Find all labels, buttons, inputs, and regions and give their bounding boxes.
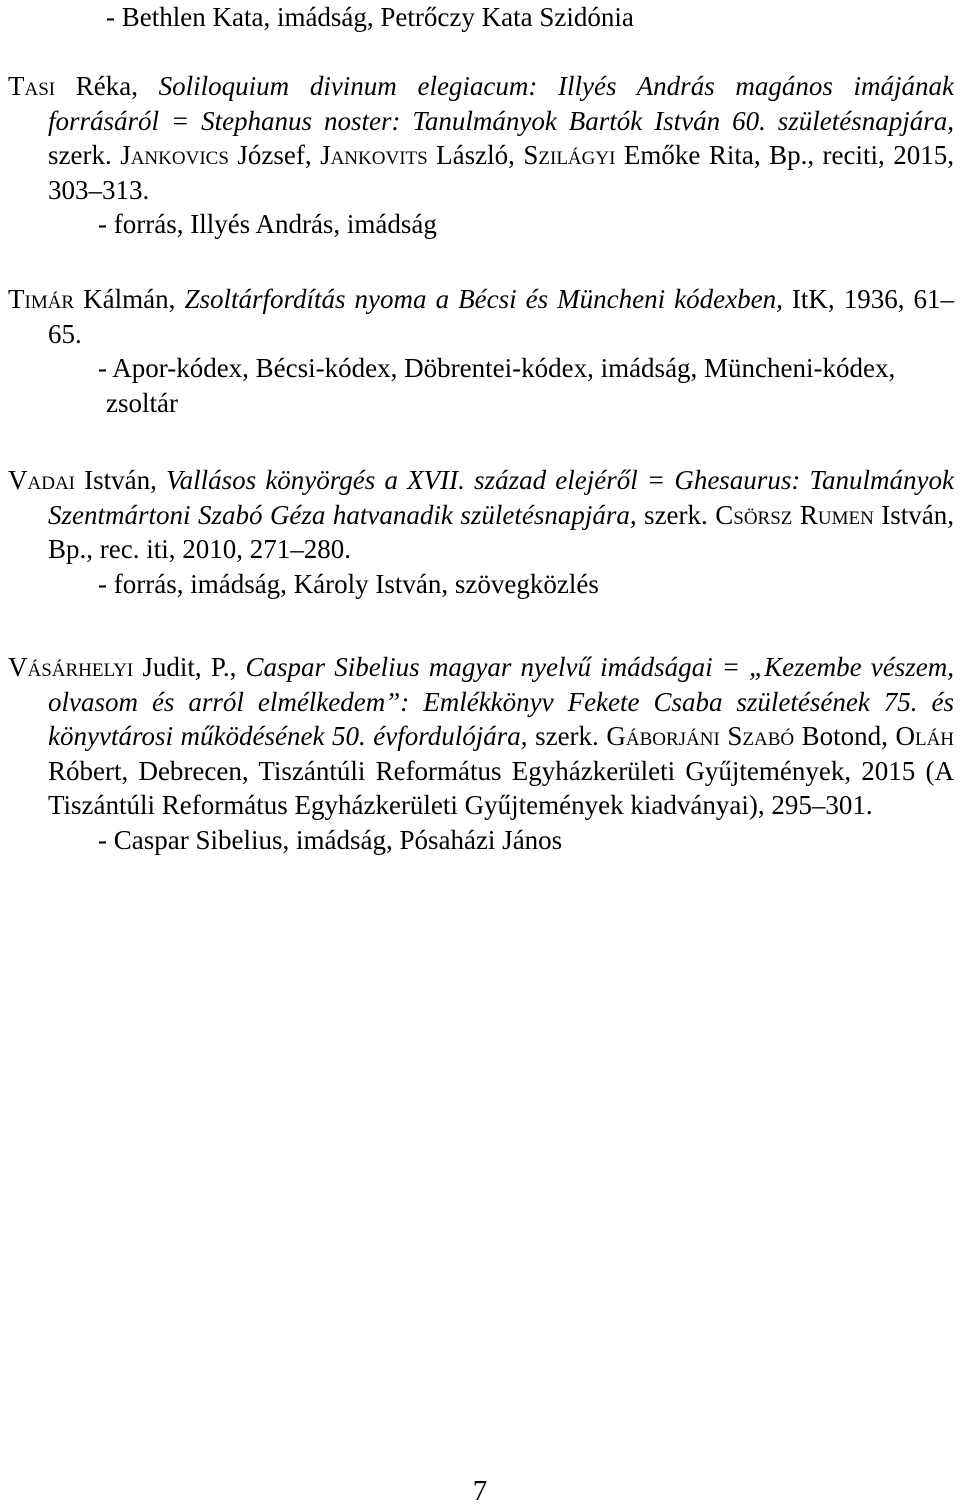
entry-title: Soliloquium divinum elegiacum: Illyés András magános imájának forrásáról = Stephanus noster: Tanulmányok Bartók István 60. születésnapjára,	[48, 71, 954, 136]
author-surname: Tasi	[8, 71, 56, 101]
entry-title: Vallásos könyörgés a XVII. század elejéről = Ghesaurus: Tanulmányok Szentmártoni Szabó Géza hatvanadik születésnapjára,	[48, 465, 955, 530]
publication-details: Róbert, Debrecen, Tiszántúli Református Egyházkerületi Gyűjtemények, 2015 (A Tiszántúli Református Egyházkerületi Gyűjtemények kiadványai), 295–301.	[48, 755, 954, 820]
editor-surname: Jankovits	[320, 140, 428, 170]
author-given: Kálmán,	[74, 284, 185, 314]
entry-keywords: - Apor-kódex, Bécsi-kódex, Döbrentei-kódex, imádság, Müncheni-kódex, zsoltár	[98, 353, 896, 418]
page-number: 7	[472, 1475, 488, 1507]
editor-surname: Gáborjáni Szabó	[606, 721, 795, 751]
publication-details: Emőke Rita, Bp., reciti, 2015, 303–313.	[48, 140, 954, 205]
top-keywords: - Bethlen Kata, imádság, Petrőczy Kata Szidónia	[106, 2, 634, 32]
entry-reference	[8, 650, 954, 823]
entry-keywords: - forrás, Illyés András, imádság	[98, 209, 437, 239]
editor-surname: Oláh	[895, 721, 955, 751]
publication-details: István, Bp., rec. iti, 2010, 271–280.	[48, 499, 955, 564]
publication-details: ItK, 1936, 61–65.	[48, 284, 954, 349]
bibliography-entry	[8, 650, 954, 857]
editor-given: József,	[228, 140, 321, 170]
author-surname: Timár	[8, 284, 75, 314]
editor-given: Botond,	[794, 721, 896, 751]
entry-title: Zsoltárfordítás nyoma a Bécsi és Müncheni kódexben,	[184, 284, 783, 314]
editor-surname: Szilágyi	[523, 140, 616, 170]
bibliography-entry	[8, 69, 954, 242]
editor-surname: Csörsz Rumen	[715, 499, 874, 530]
editor-prefix: szerk.	[48, 140, 121, 170]
entry-keywords: - Caspar Sibelius, imádság, Pósaházi János	[98, 824, 563, 855]
author-surname: Vásárhelyi	[8, 652, 134, 682]
entry-keywords: - forrás, imádság, Károly István, szövegközlés	[98, 568, 599, 599]
bibliography-entry	[8, 282, 954, 420]
entry-reference	[8, 69, 954, 207]
editor-given: László,	[427, 140, 524, 170]
entry-reference	[8, 282, 954, 351]
author-given: István,	[75, 465, 167, 495]
author-given: Judit, P.,	[133, 652, 246, 682]
author-given: Réka,	[55, 71, 159, 101]
editor-prefix: szerk.	[527, 721, 607, 751]
editor-surname: Jankovics	[120, 140, 229, 170]
editor-prefix: szerk.	[636, 499, 716, 530]
author-surname: Vadai	[8, 465, 75, 495]
bibliography-entry	[8, 463, 954, 601]
entry-title: Caspar Sibelius magyar nyelvű imádságai = „Kezembe vészem, olvasom és arról elmélkedem”: Emlékkönyv Fekete Csaba születésének 75. és könyvtárosi működésének 50. évfordulójára,	[48, 652, 954, 751]
entry-reference	[8, 463, 954, 567]
